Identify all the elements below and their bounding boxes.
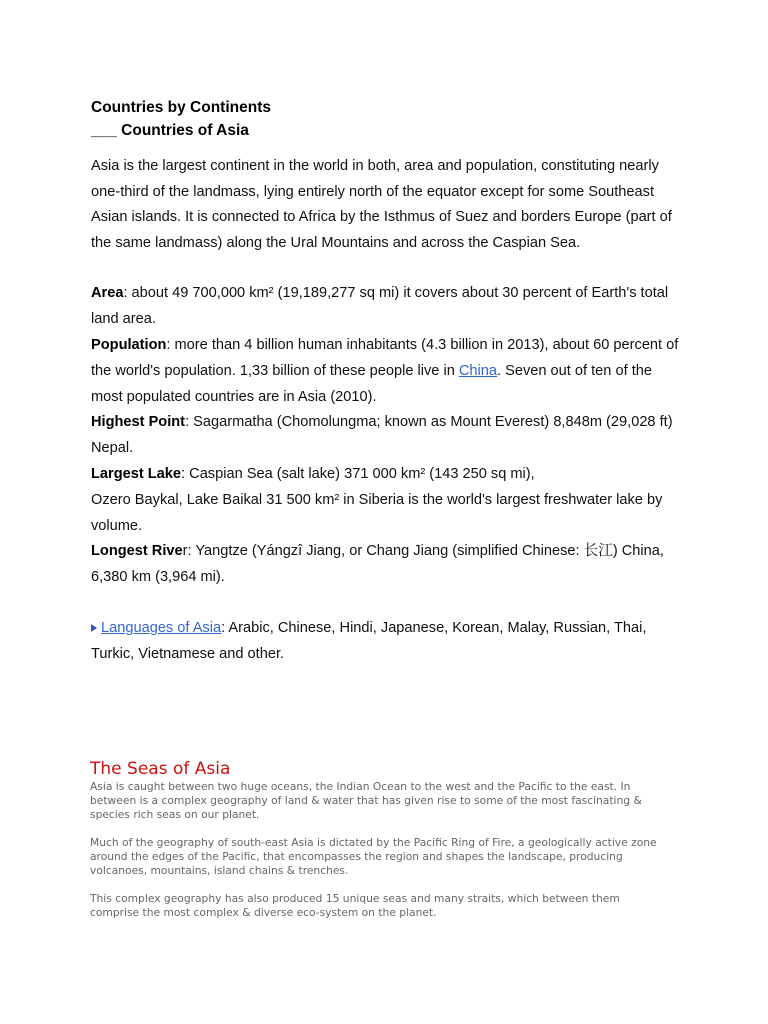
- population-label: Population: [91, 336, 167, 353]
- arrow-bullet-icon: [91, 624, 97, 632]
- languages-link[interactable]: Languages of Asia: [101, 619, 222, 636]
- highest-point-label: Highest Point: [91, 414, 186, 431]
- population-fact: [91, 333, 681, 410]
- largest-lake-label: Largest Lake: [91, 465, 182, 482]
- highest-point-text: : Sagarmatha (Chomolungma; known as Mount Everest) 8,848m (29,028 ft) Nepal.: [91, 414, 673, 457]
- page-title: Countries by Continents: [91, 99, 271, 116]
- facts-section: [91, 281, 681, 591]
- languages-text: : Arabic, Chinese, Hindi, Japanese, Korean, Malay, Russian, Thai, Turkic, Vietnamese and other.: [91, 619, 647, 662]
- document-body: [91, 96, 681, 682]
- longest-river-label: Longest Rive: [91, 543, 183, 560]
- seas-title: The Seas of Asia: [90, 759, 231, 779]
- population-text: : more than 4 billion human inhabitants (4.3 billion in 2013), about 60 percent of the world's population. 1,33 billion of these people live in: [91, 336, 679, 379]
- largest-lake-fact: [91, 462, 681, 488]
- page-subtitle: ___ Countries of Asia: [91, 122, 249, 139]
- area-fact: [91, 281, 681, 333]
- longest-river-fact: [91, 539, 681, 591]
- seas-paragraph-3: This complex geography has also produced 15 unique seas and many straits, which between them comprise the most complex & diverse eco-system on the planet.: [90, 892, 620, 919]
- largest-lake-text: : Caspian Sea (salt lake) 371 000 km² (143 250 sq mi),: [181, 465, 535, 482]
- seas-paragraph-1: Asia is caught between two huge oceans, the Indian Ocean to the west and the Pacific to the east. In between is a complex geography of land & water that has given rise to some of the most fascinating & species rich seas on our planet.: [90, 780, 642, 821]
- highest-point-fact: [91, 410, 681, 462]
- seas-paragraph-2: Much of the geography of south-east Asia is dictated by the Pacific Ring of Fire, a geologically active zone around the edges of the Pacific, that encompasses the region and shapes the landscape, producing volcanoes, mountains, island chains & trenches.: [90, 836, 657, 877]
- china-link[interactable]: China: [458, 362, 498, 379]
- longest-river-text: r: Yangtze (Yángzî Jiang, or Chang Jiang (simplified Chinese: 长江) China, 6,380 km (3,964 mi).: [91, 543, 664, 586]
- languages-paragraph: [91, 616, 681, 668]
- population-text-after: . Seven out of ten of the most populated countries are in Asia (2010).: [91, 362, 652, 405]
- intro-paragraph: Asia is the largest continent in the world in both, area and population, constituting nearly one-third of the landmass, lying entirely north of the equator except for some Southeast Asian islands. It is connected to Africa by the Isthmus of Suez and borders Europe (part of the same landmass) along the Ural Mountains and across the Caspian Sea.: [91, 158, 672, 251]
- lake-baikal-fact: Ozero Baykal, Lake Baikal 31 500 km² in Siberia is the world's largest freshwater lake by volume.: [91, 491, 663, 534]
- seas-section: [90, 758, 670, 934]
- area-label: Area: [91, 285, 124, 302]
- area-text: : about 49 700,000 km² (19,189,277 sq mi) it covers about 30 percent of Earth's total land area.: [91, 285, 669, 328]
